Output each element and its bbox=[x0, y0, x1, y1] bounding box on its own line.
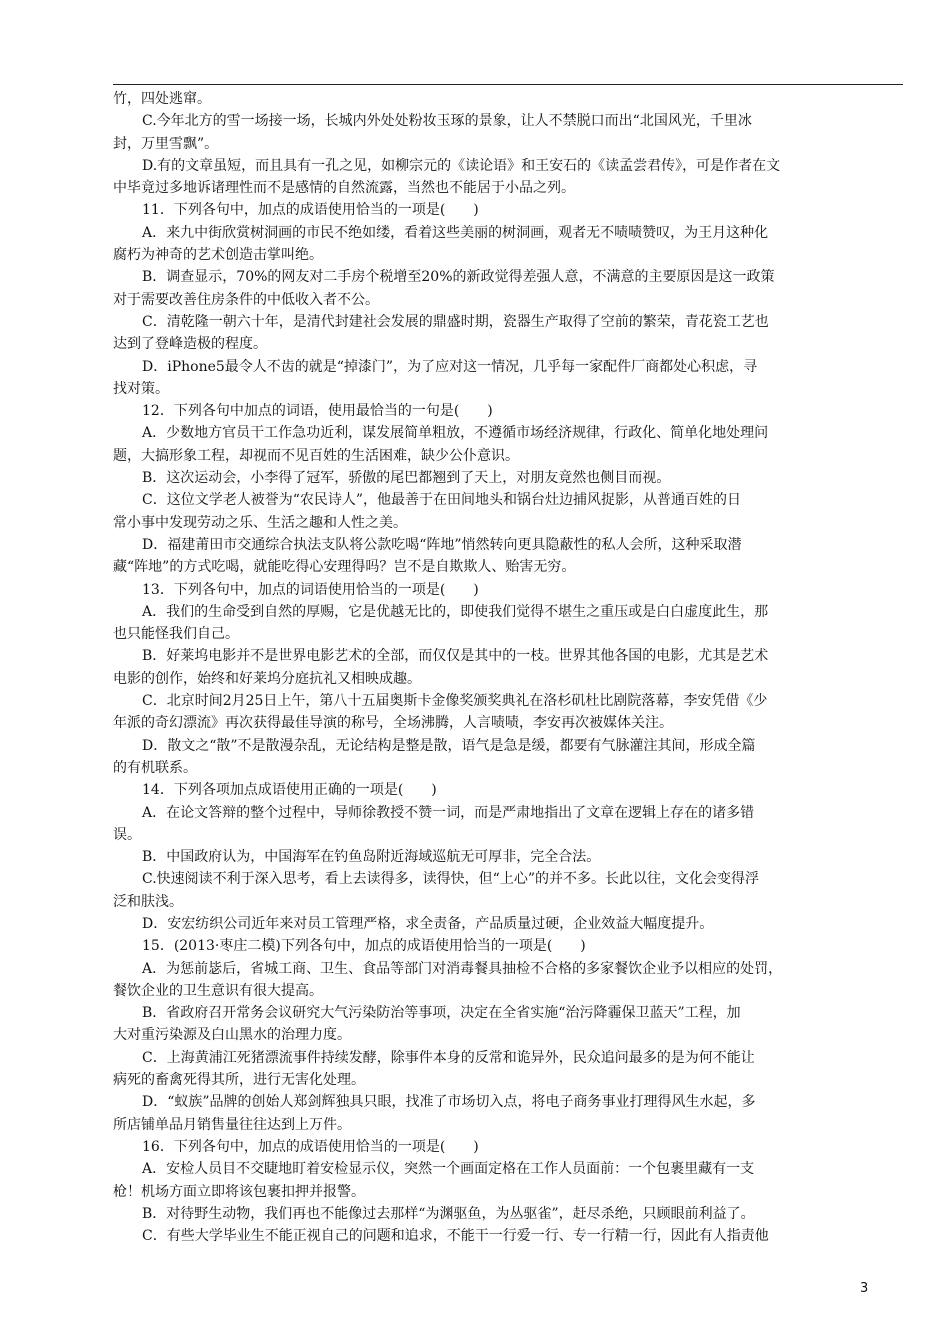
text-line: B．省政府召开常务会议研究大气污染防治等事项，决定在全省实施“治污降霾保卫蓝天”工程，加 bbox=[142, 1005, 741, 1022]
text-line: 腐朽为神奇的艺术创造击掌叫绝。 bbox=[113, 247, 323, 264]
text-line: 13．下列各句中，加点的词语使用恰当的一项是( ) bbox=[142, 581, 479, 598]
text-line: D．安宏纺织公司近年来对员工管理严格，求全责备，产品质量过硬，企业效益大幅度提升。 bbox=[142, 915, 714, 932]
text-line: B．对待野生动物，我们再也不能像过去那样“为渊驱鱼，为丛驱雀”，赶尽杀绝，只顾眼前利益了。 bbox=[142, 1205, 755, 1222]
text-line: 中毕竟过多地诉诸理性而不是感情的自然流露，当然也不能居于小品之列。 bbox=[113, 180, 575, 197]
document-body bbox=[113, 88, 903, 1247]
text-line: C．有些大学毕业生不能正视自己的问题和追求，不能干一行爱一行、专一行精一行，因此有人指责他 bbox=[142, 1228, 769, 1245]
text-line: C.快速阅读不利于深入思考，看上去读得多，读得快，但“上心”的并不多。长此以往，文化会变得浮 bbox=[142, 871, 759, 888]
text-line: D.有的文章虽短，而且具有一孔之见，如柳宗元的《读论语》和王安石的《读孟尝君传》，可是作者在文 bbox=[142, 157, 781, 174]
text-line: 的有机联系。 bbox=[113, 759, 197, 776]
text-line: A．在论文答辩的整个过程中，导师徐教授不赞一词，而是严肃地指出了文章在逻辑上存在的诸多错 bbox=[142, 804, 755, 821]
text-line: 电影的创作，始终和好莱坞分庭抗礼又相映成趣。 bbox=[113, 670, 421, 687]
text-line: 常小事中发现劳动之乐、生活之趣和人性之美。 bbox=[113, 514, 407, 531]
text-line: 找对策。 bbox=[113, 380, 169, 397]
page-number: 3 bbox=[860, 1281, 869, 1296]
text-line: 达到了登峰造极的程度。 bbox=[113, 336, 267, 353]
text-line: D．散文之“散”不是散漫杂乱，无论结构是整是散，语气是急是缓，都要有气脉灌注其间，形成全篇 bbox=[142, 737, 756, 754]
text-line: 藏“阵地”的方式吃喝，就能吃得心安理得吗？岂不是自欺欺人、贻害无穷。 bbox=[113, 559, 576, 576]
text-line: 竹，四处逃窜。 bbox=[113, 91, 211, 107]
text-line: C.今年北方的雪一场接一场，长城内外处处粉妆玉琢的景象，让人不禁脱口而出“北国风光，千里冰 bbox=[142, 113, 752, 130]
text-line: A．为惩前毖后，省城工商、卫生、食品等部门对消毒餐具抽检不合格的多家餐饮企业予以相应的处罚， bbox=[142, 960, 783, 977]
text-line: A．安检人员目不交睫地盯着安检显示仪，突然一个画面定格在工作人员面前：一个包裹里藏有一支 bbox=[142, 1161, 755, 1178]
text-line: 大对重污染源及白山黑水的治理力度。 bbox=[113, 1027, 351, 1044]
text-line: 15．(2013·枣庄二模)下列各句中，加点的成语使用恰当的一项是( ) bbox=[142, 938, 586, 955]
text-line: 也只能怪我们自己。 bbox=[113, 626, 239, 643]
text-line: 题，大搞形象工程，却视而不见百姓的生活困难，缺少公仆意识。 bbox=[113, 447, 519, 464]
text-line: C．清乾隆一朝六十年，是清代封建社会发展的鼎盛时期，瓷器生产取得了空前的繁荣，青花瓷工艺也 bbox=[142, 313, 769, 330]
text-line: 餐饮企业的卫生意识有很大提高。 bbox=[113, 982, 323, 999]
text-line: 枪！机场方面立即将该包裹扣押并报警。 bbox=[113, 1183, 365, 1200]
text-line: A．来九中街欣赏树洞画的市民不绝如缕，看着这些美丽的树洞画，观者无不啧啧赞叹，为王月这种化 bbox=[142, 224, 769, 241]
text-line: 所店铺单品月销售量往往达到上万件。 bbox=[113, 1116, 351, 1133]
text-line: 对于需要改善住房条件的中低收入者不公。 bbox=[113, 291, 379, 308]
text-line: B．这次运动会，小李得了冠军，骄傲的尾巴都翘到了天上，对朋友竟然也侧目而视。 bbox=[142, 470, 671, 487]
text-line: 封，万里雪飘”。 bbox=[113, 135, 219, 152]
text-line: B．中国政府认为，中国海军在钓鱼岛附近海域巡航无可厚非，完全合法。 bbox=[142, 849, 601, 866]
text-line: 11．下列各句中，加点的成语使用恰当的一项是( ) bbox=[142, 202, 479, 219]
text-line: B．调查显示，70%的网友对二手房个税增至20%的新政觉得差强人意，不满意的主要原因是这一政策 bbox=[142, 269, 775, 286]
text-line: C．上海黄浦江死猪漂流事件持续发酵，除事件本身的反常和诡异外，民众追问最多的是为何不能让 bbox=[142, 1049, 755, 1066]
text-line: A．少数地方官员干工作急功近利，谋发展简单粗放，不遵循市场经济规律，行政化、简单化地处理问 bbox=[142, 425, 769, 442]
text-line: A．我们的生命受到自然的厚赐，它是优越无比的，即使我们觉得不堪生之重压或是白白虚度此生，那 bbox=[142, 603, 769, 620]
text-line: 12．下列各句中加点的词语，使用最恰当的一句是( ) bbox=[142, 403, 493, 420]
text-line: C．北京时间2月25日上午，第八十五届奥斯卡金像奖颁奖典礼在洛杉矶杜比剧院落幕，李安凭借《少 bbox=[142, 693, 768, 710]
header-rule bbox=[113, 84, 903, 85]
text-line: D．“蚁族”品牌的创始人郑剑辉独具只眼，找准了市场切入点，将电子商务事业打理得风生水起，多 bbox=[142, 1094, 756, 1111]
text-line: 病死的畜禽死得其所，进行无害化处理。 bbox=[113, 1072, 365, 1089]
text-line: D．iPhone5最令人不齿的就是“掉漆门”，为了应对这一情况，几乎每一家配件厂商都处心积虑，寻 bbox=[142, 358, 758, 375]
text-line: 14．下列各项加点成语使用正确的一项是( ) bbox=[142, 782, 437, 799]
text-line: C．这位文学老人被誉为“农民诗人”，他最善于在田间地头和锅台灶边捕风捉影，从普通百姓的日 bbox=[142, 492, 742, 509]
text-line: 年派的奇幻漂流》再次获得最佳导演的称号，全场沸腾，人言啧啧，李安再次被媒体关注。 bbox=[113, 715, 673, 732]
text-line: B．好莱坞电影并不是世界电影艺术的全部，而仅仅是其中的一枝。世界其他各国的电影，尤其是艺术 bbox=[142, 648, 769, 665]
text-line: 误。 bbox=[113, 826, 141, 843]
text-line: 泛和肤浅。 bbox=[113, 893, 183, 910]
text-line: D．福建莆田市交通综合执法支队将公款吃喝“阵地”悄然转向更具隐蔽性的私人会所，这种采取潜 bbox=[142, 536, 742, 553]
text-line: 16．下列各句中，加点的成语使用恰当的一项是( ) bbox=[142, 1138, 479, 1155]
